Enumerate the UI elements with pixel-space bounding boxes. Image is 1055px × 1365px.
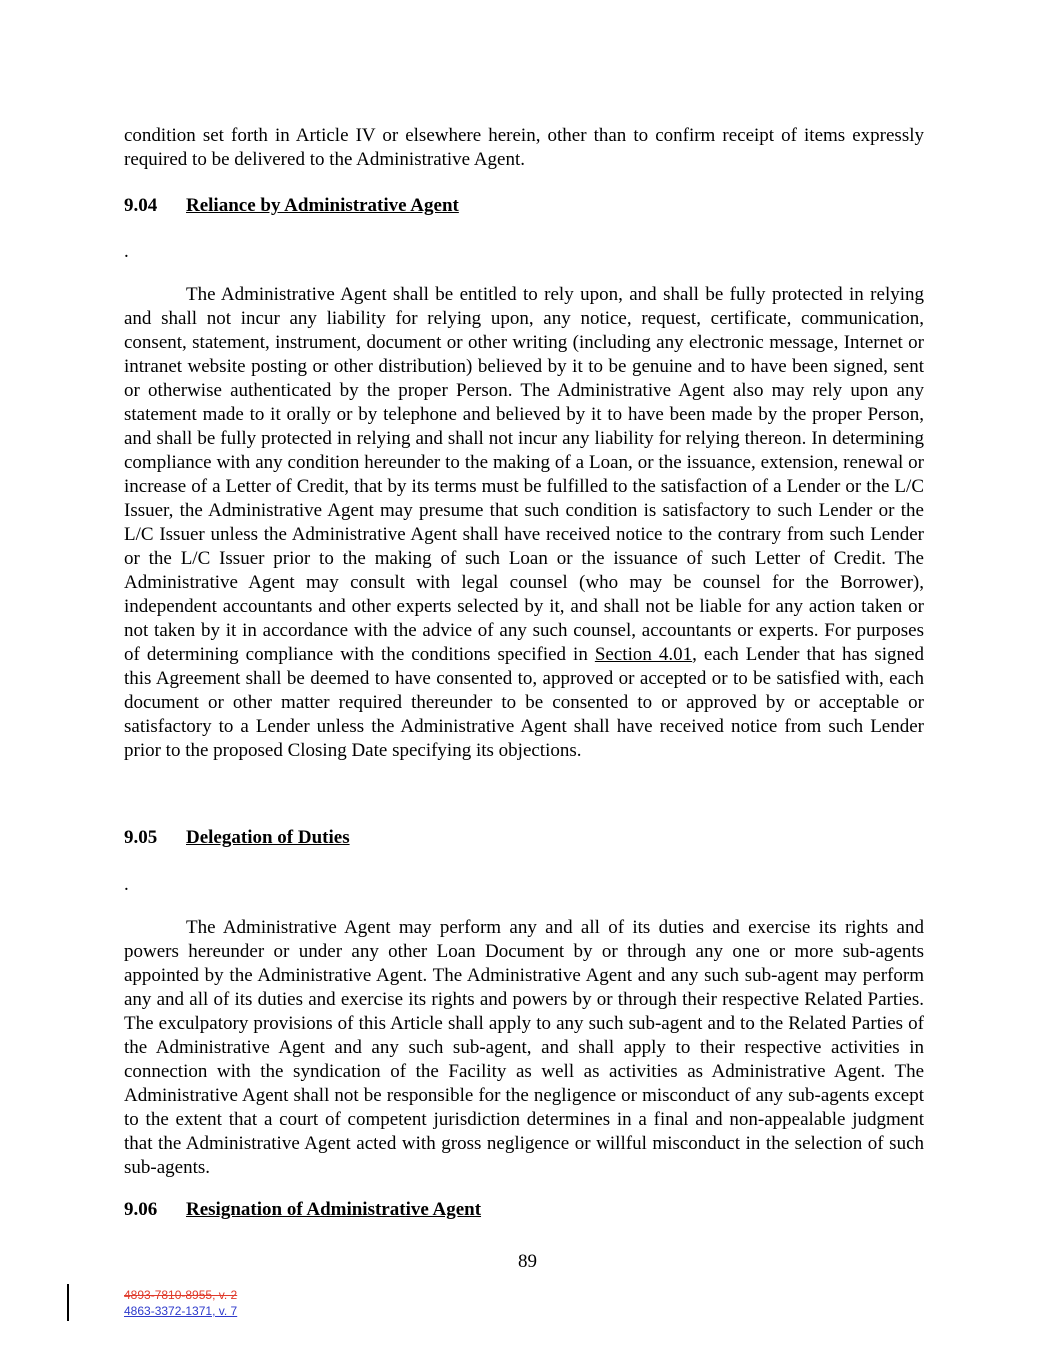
section-separator: .: [124, 874, 129, 895]
section-heading-9-04: [124, 194, 459, 218]
section-body-9-05: The Administrative Agent may perform any and all of its duties and exercise its rights and powers hereunder or under any other Loan Document by or through any one or more sub-agents appointed by the Administrative Agent. The Administrative Agent and any such sub-agent may perform any and all of its duties and exercise its rights and powers by or through their respective Related Parties. The exculpatory provisions of this Article shall apply to any such sub-agent and to the Related Parties of the Administrative Agent and any such sub-agent, and shall apply to their respective activities in connection with the syndication of the Facility as well as activities as Administrative Agent. The Administrative Agent shall not be responsible for the negligence or misconduct of any sub-agents except to the extent that a court of competent jurisdiction determines in a final and non-appealable judgment that the Administrative Agent acted with gross negligence or willful misconduct in the selection of such sub-agents.: [124, 917, 924, 1178]
section-title: Reliance by Administrative Agent: [186, 195, 459, 216]
section-title: Resignation of Administrative Agent: [186, 1199, 482, 1220]
section-body-9-04: [124, 283, 924, 763]
section-heading-9-06: [124, 1198, 481, 1222]
body-text: , each Lender that has signed this Agreement shall be deemed to have consented to, approved or accepted or to be satisfied with, each document or other matter required thereunder to be consented to or approved by or acceptable or satisfactory to a Lender unless the Administrative Agent shall have received notice from such Lender prior to the proposed Closing Date specifying its objections.: [124, 644, 924, 761]
deleted-document-id: 4893-7810-8955, v. 2: [124, 1288, 238, 1302]
section-reference-link[interactable]: Section 4.01: [594, 644, 693, 665]
section-number: 9.04: [124, 195, 158, 216]
section-heading-9-05: [124, 826, 350, 850]
change-bar: [67, 1284, 69, 1321]
section-separator: .: [124, 241, 129, 262]
section-number: 9.06: [124, 1199, 158, 1220]
body-text: The Administrative Agent shall be entitled to rely upon, and shall be fully protected in relying and shall not incur any liability for relying upon, any notice, request, certificate, communication, consent, statement, instrument, document or other writing (including any electronic message, Internet or intranet website posting or other distribution) believed by it to be genuine and to have been signed, sent or otherwise authenticated by the proper Person. The Administrative Agent also may rely upon any statement made to it orally or by telephone and believed by it to have been made by the proper Person, and shall be fully protected in relying and shall not incur any liability for relying thereon. In determining compliance with any condition hereunder to the making of a Loan, or the issuance, extension, renewal or increase of a Letter of Credit, that by its terms must be fulfilled to the satisfaction of a Lender or the L/C Issuer, the Administrative Agent may presume that such condition is satisfactory to such Lender or the L/C Issuer unless the Administrative Agent shall have received notice to the contrary from such Lender or the L/C Issuer prior to the making of such Loan or the issuance of such Letter of Credit. The Administrative Agent may consult with legal counsel (who may be counsel for the Borrower), independent accountants and other experts selected by it, and shall not be liable for any action taken or not taken by it in accordance with the advice of any such counsel, accountants or experts. For purposes of determining compliance with the conditions specified in: [124, 284, 924, 665]
page-number: 89: [518, 1251, 537, 1272]
section-number: 9.05: [124, 827, 158, 848]
section-title: Delegation of Duties: [186, 827, 350, 848]
continued-paragraph: condition set forth in Article IV or elsewhere herein, other than to confirm receipt of items expressly required to be delivered to the Administrative Agent.: [124, 125, 924, 170]
inserted-document-id: 4863-3372-1371, v. 7: [124, 1304, 238, 1318]
